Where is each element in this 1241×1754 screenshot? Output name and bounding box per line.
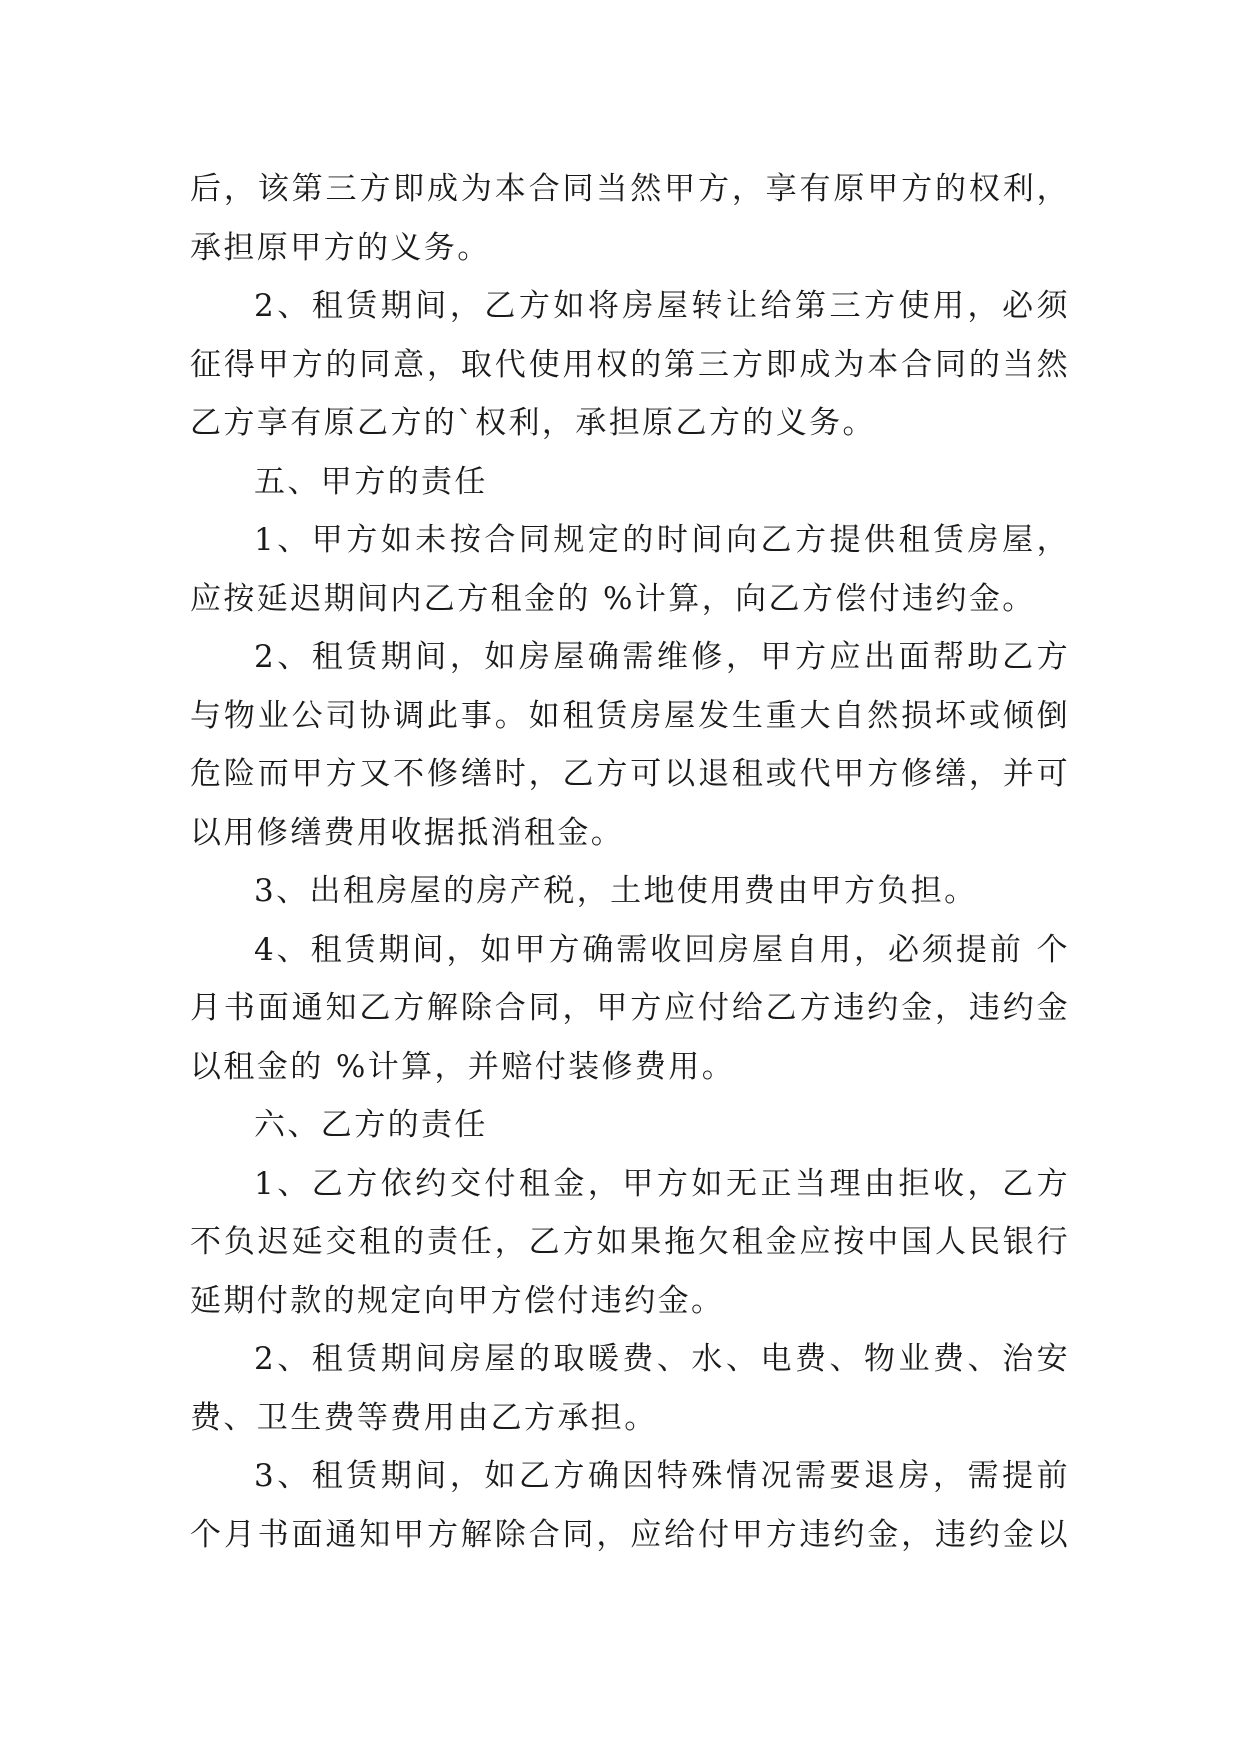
text-line: 延期付款的规定向甲方偿付违约金。: [190, 1282, 725, 1319]
text-line: 费、卫生费等费用由乙方承担。: [190, 1399, 658, 1436]
text-line: 应按延迟期间内乙方租金的 %计算，向乙方偿付违约金。: [190, 580, 1036, 617]
text-line: 以用修缮费用收据抵消租金。: [190, 814, 625, 851]
text-line: 承担原甲方的义务。: [190, 229, 491, 266]
text-line: 不负迟延交租的责任，乙方如果拖欠租金应按中国人民银行: [190, 1224, 1070, 1260]
section-heading: 六、乙方的责任: [254, 1107, 488, 1143]
text-line: 征得甲方的同意，取代使用权的第三方即成为本合同的当然: [190, 346, 1070, 383]
text-line: 2、租赁期间，如房屋确需维修，甲方应出面帮助乙方: [254, 639, 1070, 675]
document-body: [190, 160, 1070, 1564]
text-line: 1、乙方依约交付租金，甲方如无正当理由拒收，乙方: [254, 1165, 1070, 1202]
text-line: 1、甲方如未按合同规定的时间向乙方提供租赁房屋，: [254, 522, 1070, 558]
text-line: 后，该第三方即成为本合同当然甲方，享有原甲方的权利，: [190, 171, 1070, 207]
text-line: 以租金的 %计算，并赔付装修费用。: [190, 1048, 736, 1085]
text-line: 乙方享有原乙方的`权利，承担原乙方的义务。: [190, 405, 876, 441]
text-line: 2、租赁期间房屋的取暖费、水、电费、物业费、治安: [254, 1341, 1070, 1377]
text-line: 个月书面通知甲方解除合同，应给付甲方违约金，违约金以: [190, 1516, 1070, 1553]
text-line: 3、出租房屋的房产税，土地使用费由甲方负担。: [254, 873, 978, 909]
section-heading: 五、甲方的责任: [254, 463, 488, 500]
text-line: 2、租赁期间，乙方如将房屋转让给第三方使用，必须: [254, 288, 1070, 324]
text-line: 与物业公司协调此事。如租赁房屋发生重大自然损坏或倾倒: [190, 697, 1070, 734]
text-line: 4、租赁期间，如甲方确需收回房屋自用，必须提前 个: [254, 931, 1070, 968]
text-line: 3、租赁期间，如乙方确因特殊情况需要退房，需提前: [254, 1458, 1070, 1494]
text-line: 危险而甲方又不修缮时，乙方可以退租或代甲方修缮，并可: [190, 756, 1070, 792]
text-line: 月书面通知乙方解除合同，甲方应付给乙方违约金，违约金: [190, 990, 1070, 1026]
